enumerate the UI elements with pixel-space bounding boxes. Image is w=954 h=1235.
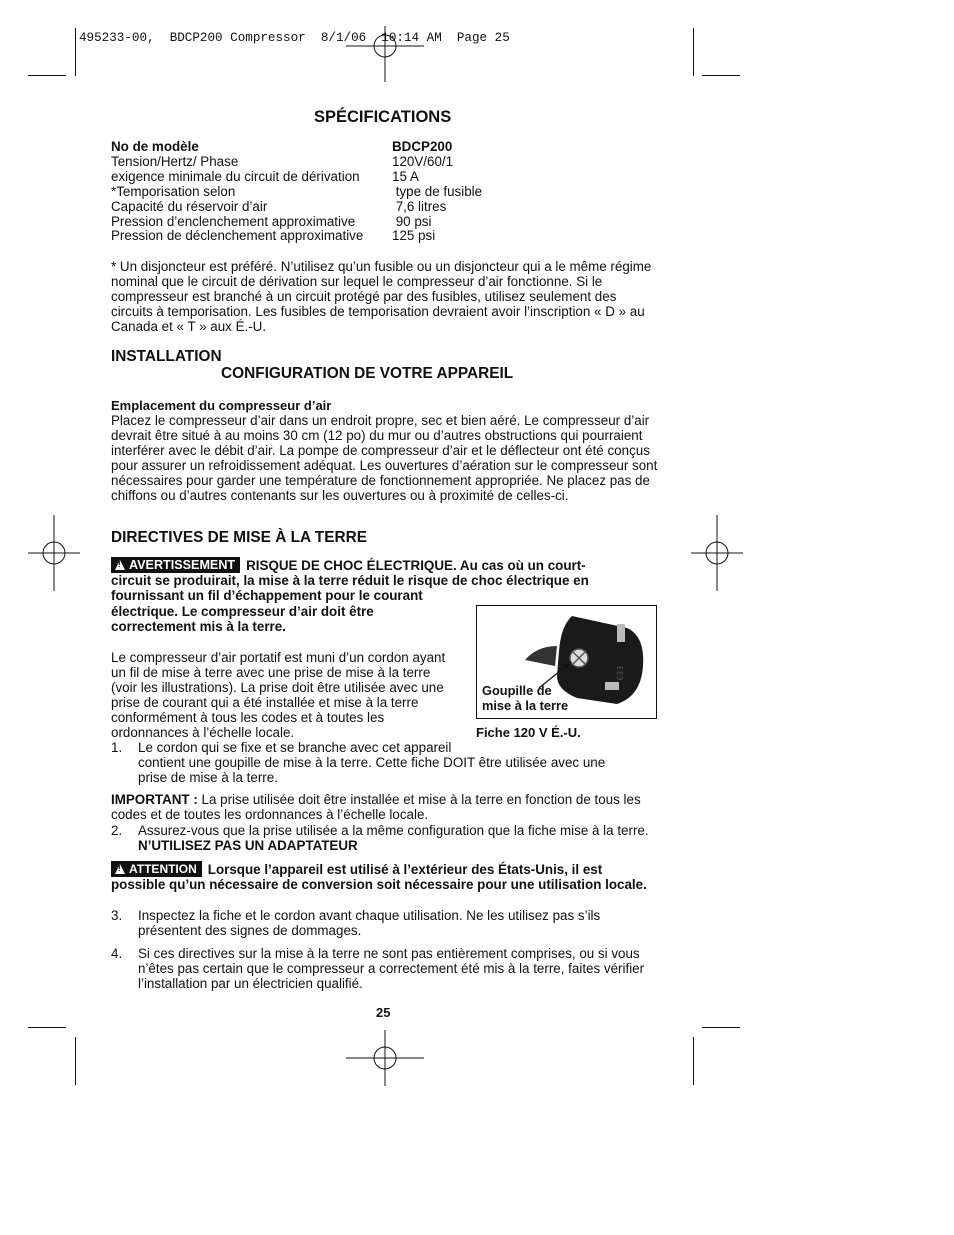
list-text: Inspectez la fiche et le cordon avant chaque utilisation. Ne les utilisez pas s’ils présentent des signes de dommages. xyxy=(138,908,601,938)
section-heading-configuration: CONFIGURATION DE VOTRE APPAREIL xyxy=(221,365,514,382)
plug-figure xyxy=(476,605,657,719)
crop-mark xyxy=(693,1037,694,1085)
spec-row xyxy=(111,155,531,170)
spec-value: 120V/60/1 xyxy=(392,153,454,169)
spec-key: *Temporisation selon xyxy=(111,183,236,199)
spec-value: 90 psi xyxy=(392,213,432,229)
crop-mark xyxy=(75,28,76,76)
spec-value: 15 A xyxy=(392,168,419,184)
warning-text: RISQUE DE CHOC ÉLECTRIQUE. Au cas où un court- xyxy=(246,558,586,573)
spec-value: type de fusible xyxy=(392,183,483,199)
subheading-location: Emplacement du compresseur d’air xyxy=(111,398,332,413)
spec-key: Capacité du réservoir d’air xyxy=(111,198,268,214)
warning-badge xyxy=(111,557,240,573)
important-paragraph xyxy=(111,793,659,823)
paragraph-line: (voir les illustrations). La prise doit être utilisée avec une xyxy=(111,679,444,695)
important-label: IMPORTANT : xyxy=(111,792,198,807)
list-text: prise de mise à la terre. xyxy=(138,769,278,785)
list-item xyxy=(111,741,659,786)
spec-value: 7,6 litres xyxy=(392,198,447,214)
spec-row xyxy=(111,215,531,230)
attention-badge-label: ATTENTION xyxy=(129,862,197,876)
footnote: * Un disjoncteur est préféré. N’utilisez qu’un fusible ou un disjoncteur qui a le même régime nominal que le circuit de dérivation sur lequel le compresseur d’air fonctionne. Si le compresseur est branché à un circuit protégé par des fusibles, utilisez seulement des circuits à temporisation. Les fusibles de temporisation devraient avoir l’inscription « D » au Canada et « T » aux É.-U. xyxy=(111,259,652,334)
list-number: 1. xyxy=(111,740,123,755)
registration-mark-icon xyxy=(346,1030,424,1086)
list-text: contient une goupille de mise à la terre. Cette fiche DOIT être utilisée avec une xyxy=(138,754,606,770)
figure-label-line: mise à la terre xyxy=(482,698,569,713)
list-text: Si ces directives sur la mise à la terre ne sont pas entièrement comprises, ou si vous n’êtes pas certain que le compresseur a correctement été mis à la terre, faites vérifier l’installation par un électricien qualifié. xyxy=(138,946,645,991)
registration-mark-icon xyxy=(346,26,424,82)
page-number: 25 xyxy=(376,1005,391,1020)
list-text xyxy=(138,824,659,854)
attention-text: Lorsque l’appareil est utilisé à l’extérieur des États-Unis, il est possible qu’un nécessaire de conversion soit nécessaire pour une utilisation locale. xyxy=(111,862,647,893)
warning-text: circuit se produirait, la mise à la terre réduit le risque de choc électrique en xyxy=(111,573,589,589)
spec-key: Pression de déclenchement approximative xyxy=(111,228,364,244)
spec-row xyxy=(111,185,531,200)
spec-row xyxy=(111,170,531,185)
caution-block xyxy=(111,861,659,892)
spec-value: BDCP200 xyxy=(392,139,453,154)
svg-text:ЕЕЭ: ЕЕЭ xyxy=(615,666,624,681)
figure-caption: Fiche 120 V É.-U. xyxy=(476,725,581,740)
location-paragraph: Placez le compresseur d’air dans un endroit propre, sec et bien aéré. Le compresseur d’air devrait être situé à au moins 30 cm (12 po) du mur ou d’autres obstructions qui pourraient interférer avec le débit d’air. La pompe de compresseur d’air et le déflecteur ont été conçus pour assurer un refroidissement adéquat. Les ouvertures d’aération sur le compresseur sont nécessaires pour garder une température de fonctionnement appropriée. Ne placez pas de chiffons ou d’autres contenants sur les ouvertures ou à proximité de celles-ci. xyxy=(111,413,658,503)
portable-paragraph xyxy=(111,651,471,740)
crop-mark xyxy=(28,75,66,76)
page-title: SPÉCIFICATIONS xyxy=(314,108,452,126)
warning-triangle-icon xyxy=(115,560,125,570)
attention-badge xyxy=(111,861,202,877)
warning-line xyxy=(111,557,659,573)
spec-value: 125 psi xyxy=(392,228,436,244)
list-text-bold: N’UTILISEZ PAS UN ADAPTATEUR xyxy=(138,837,358,853)
paragraph-line: un fil de mise à terre avec une prise de mise à la terre xyxy=(111,664,431,680)
list-item xyxy=(111,824,659,854)
figure-label xyxy=(482,683,568,713)
spec-row xyxy=(111,229,531,244)
paragraph-line: prise de courant qui a été installée et mise à la terre xyxy=(111,694,419,710)
paragraph-line: ordonnances à l’échelle locale. xyxy=(111,724,295,740)
warning-text: correctement mis à la terre. xyxy=(111,618,286,634)
crop-mark xyxy=(28,1027,66,1028)
spec-row xyxy=(111,140,531,155)
warning-badge-label: AVERTISSEMENT xyxy=(129,558,236,572)
list-item xyxy=(111,947,659,992)
warning-triangle-icon xyxy=(115,864,125,874)
warning-text: électrique. Le compresseur d’air doit être xyxy=(111,603,374,619)
spec-key: No de modèle xyxy=(111,139,199,154)
list-item xyxy=(111,909,659,939)
registration-mark-icon xyxy=(691,515,743,591)
registration-mark-icon xyxy=(28,515,80,591)
crop-mark xyxy=(702,1027,740,1028)
spec-key: exigence minimale du circuit de dérivation xyxy=(111,168,360,184)
paragraph-line: Le compresseur d’air portatif est muni d’un cordon ayant xyxy=(111,650,446,665)
section-heading-grounding: DIRECTIVES DE MISE À LA TERRE xyxy=(111,529,367,546)
spec-table xyxy=(111,140,531,244)
figure-label-line: Goupille de xyxy=(482,683,552,698)
print-slug: 495233-00, BDCP200 Compressor 8/1/06 10:14 AM Page 25 xyxy=(79,31,510,45)
important-text: La prise utilisée doit être installée et mise à la terre en fonction de tous les codes et de toutes les ordonnances à l’échelle locale. xyxy=(111,792,641,822)
crop-mark xyxy=(702,75,740,76)
list-number: 2. xyxy=(111,823,123,838)
paragraph-line: conformément à tous les codes et à toutes les xyxy=(111,709,385,725)
list-number: 4. xyxy=(111,946,123,961)
spec-key: Pression d’enclenchement approximative xyxy=(111,213,356,229)
list-text: Le cordon qui se fixe et se branche avec cet appareil xyxy=(138,740,452,755)
list-text-part: Assurez-vous que la prise utilisée a la même configuration que la fiche mise à la terre. xyxy=(138,823,649,838)
crop-mark xyxy=(75,1037,76,1085)
spec-row xyxy=(111,200,531,215)
spec-key: Tension/Hertz/ Phase xyxy=(111,153,239,169)
warning-text: fournissant un fil d’échappement pour le courant xyxy=(111,588,423,604)
section-heading-installation: INSTALLATION xyxy=(111,348,222,365)
list-number: 3. xyxy=(111,908,123,923)
crop-mark xyxy=(693,28,694,76)
